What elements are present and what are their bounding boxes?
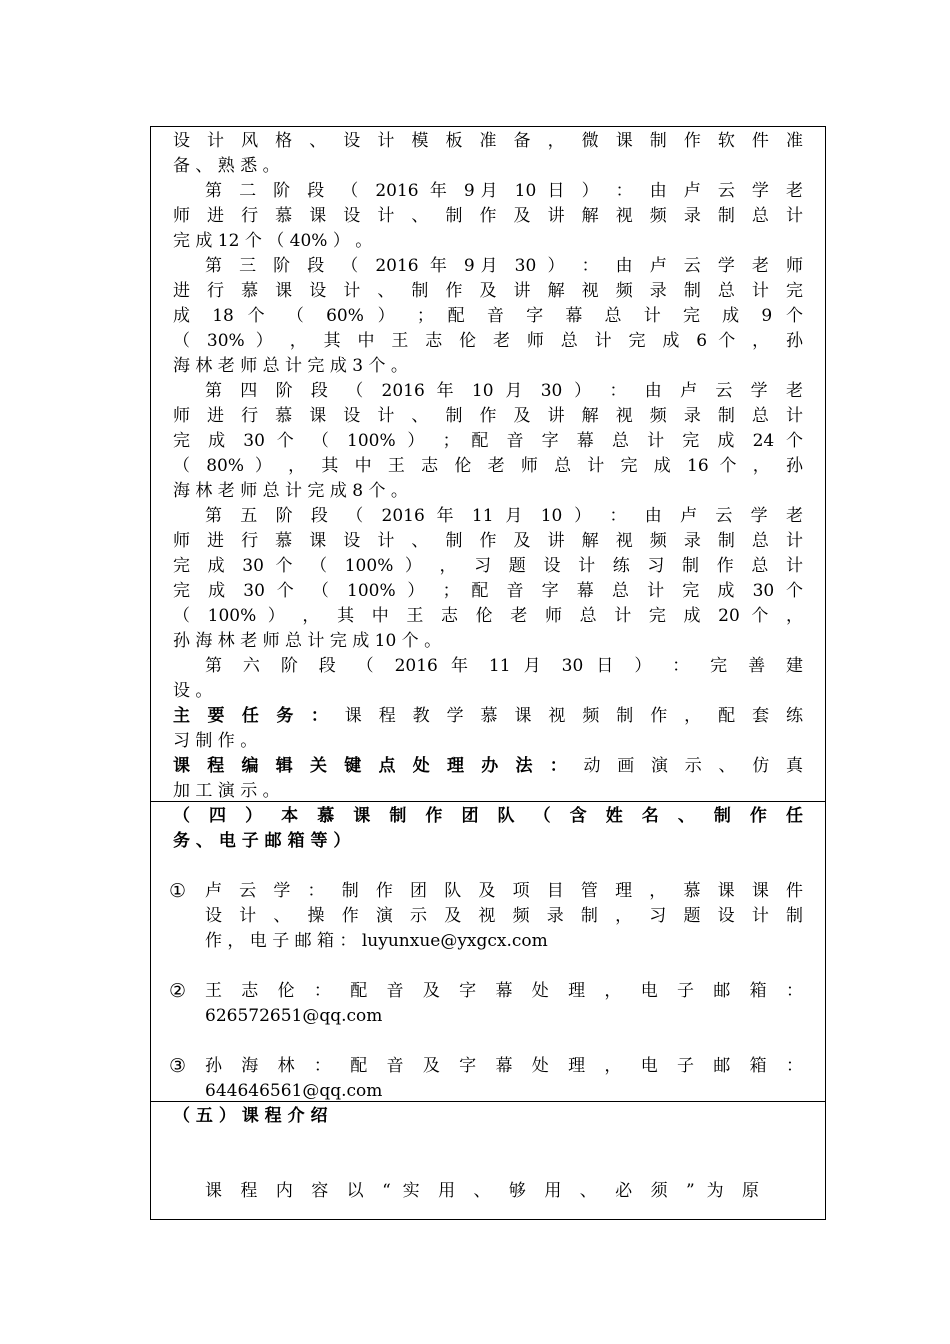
- schedule-line: 设 。: [173, 681, 213, 701]
- section-heading: （ 五 ） 课 程 介 绍: [173, 1106, 328, 1126]
- schedule-line: 孙 海 林 老 师 总 计 完 成 10 个 。: [173, 631, 442, 651]
- section-heading: 务 、 电 子 邮 箱 等 ）: [173, 831, 351, 851]
- schedule-line: 第 六 阶 段 （ 2016 年 11 月 30 日 ） ： 完 善 建: [205, 656, 803, 676]
- member-line: 卢 云 学 ： 制 作 团 队 及 项 目 管 理 ， 慕 课 课 件: [205, 881, 803, 901]
- schedule-line: 完 成 30 个 （ 100% ） ， 习 题 设 计 练 习 制 作 总 计: [173, 556, 803, 576]
- schedule-line: （ 30% ） ， 其 中 王 志 伦 老 师 总 计 完 成 6 个 ， 孙: [173, 331, 803, 351]
- schedule-line: 第 三 阶 段 （ 2016 年 9月 30 ） ： 由 卢 云 学 老 师: [205, 256, 803, 276]
- schedule-line: 海 林 老 师 总 计 完 成 3 个 。: [173, 356, 408, 376]
- schedule-line: 师 进 行 慕 课 设 计 、 制 作 及 讲 解 视 频 录 制 总 计: [173, 406, 803, 426]
- team-cell: [151, 801, 825, 1101]
- schedule-line: 完 成 12 个 （ 40% ） 。: [173, 231, 373, 251]
- schedule-line: 第 二 阶 段 （ 2016 年 9月 10 日 ） ： 由 卢 云 学 老: [205, 181, 803, 201]
- schedule-line: 第 四 阶 段 （ 2016 年 10 月 30 ） ： 由 卢 云 学 老: [205, 381, 803, 401]
- key-points-label: 课 程 编 辑 关 键 点 处 理 办 法 ：: [173, 756, 573, 776]
- member-line: 孙 海 林 ： 配 音 及 字 幕 处 理 ， 电 子 邮 箱 ：: [205, 1056, 803, 1076]
- main-task-label: 主 要 任 务 ：: [173, 706, 334, 726]
- member-marker: ②: [169, 980, 187, 1002]
- section-heading: （ 四 ） 本 慕 课 制 作 团 队 （ 含 姓 名 、 制 作 任: [173, 806, 803, 826]
- schedule-line: 师 进 行 慕 课 设 计 、 制 作 及 讲 解 视 频 录 制 总 计: [173, 206, 803, 226]
- main-task-text: 课 程 教 学 慕 课 视 频 制 作 ， 配 套 练: [344, 706, 804, 726]
- member-email: 626572651@qq.com: [205, 1006, 383, 1026]
- key-points-line: [173, 754, 803, 779]
- member-line: 设 计 、 操 作 演 示 及 视 频 录 制 ， 习 题 设 计 制: [205, 906, 803, 926]
- main-task-line: [173, 704, 803, 729]
- schedule-line: 设 计 风 格 、 设 计 模 板 准 备 ， 微 课 制 作 软 件 准: [173, 131, 803, 151]
- member-line: 王 志 伦 ： 配 音 及 字 幕 处 理 ， 电 子 邮 箱 ：: [205, 981, 803, 1001]
- schedule-line: 第 五 阶 段 （ 2016 年 11 月 10 ） ： 由 卢 云 学 老: [205, 506, 803, 526]
- member-marker: ③: [169, 1055, 187, 1077]
- schedule-line: 备 、 熟 悉 。: [173, 156, 280, 176]
- schedule-cell: [151, 127, 825, 801]
- member-line: [205, 929, 803, 954]
- member-marker: ①: [169, 880, 187, 902]
- schedule-line: 进 行 慕 课 设 计 、 制 作 及 讲 解 视 频 录 制 总 计 完: [173, 281, 803, 301]
- schedule-line: （ 80% ） ， 其 中 王 志 伦 老 师 总 计 完 成 16 个 ， 孙: [173, 456, 803, 476]
- schedule-line: 成 18 个 （ 60% ） ； 配 音 字 幕 总 计 完 成 9 个: [173, 306, 803, 326]
- key-points-line: 加 工 演 示 。: [173, 781, 280, 801]
- member-email: 644646561@qq.com: [205, 1081, 383, 1101]
- schedule-line: 海 林 老 师 总 计 完 成 8 个 。: [173, 481, 408, 501]
- schedule-line: 完 成 30 个 （ 100% ） ； 配 音 字 幕 总 计 完 成 24 个: [173, 431, 803, 451]
- main-task-line: 习 制 作 。: [173, 731, 258, 751]
- form-table: [150, 126, 826, 1220]
- key-points-text: 动 画 演 示 、 仿 真: [583, 756, 803, 776]
- schedule-line: 完 成 30 个 （ 100% ） ； 配 音 字 幕 总 计 完 成 30 个: [173, 581, 803, 601]
- intro-line: 课 程 内 容 以 “ 实 用 、 够 用 、 必 须 ” 为 原: [205, 1181, 759, 1201]
- intro-cell: [151, 1101, 825, 1221]
- member-email: luyunxue@yxgcx.com: [361, 931, 548, 951]
- member-email-label: 作 ， 电 子 邮 箱 ：: [205, 931, 357, 951]
- schedule-line: （ 100% ） ， 其 中 王 志 伦 老 师 总 计 完 成 20 个 ，: [173, 606, 803, 626]
- schedule-line: 师 进 行 慕 课 设 计 、 制 作 及 讲 解 视 频 录 制 总 计: [173, 531, 803, 551]
